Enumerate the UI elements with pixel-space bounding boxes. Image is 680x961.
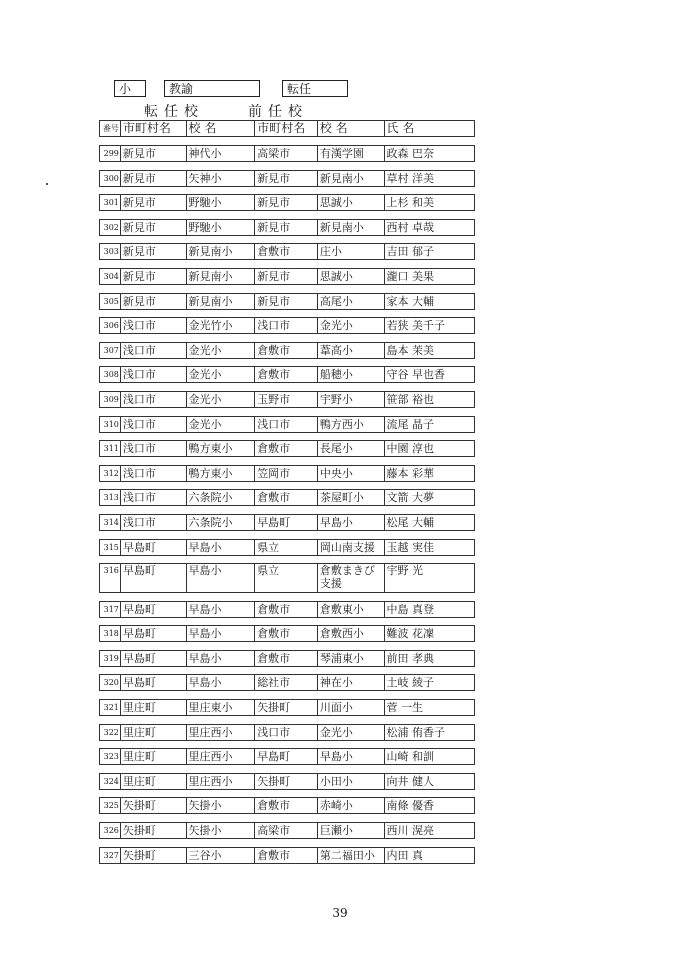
table-row: [99, 601, 475, 618]
table-row: [99, 822, 475, 839]
cell-name: 山崎 和訓: [386, 750, 434, 764]
cell-school2: 早島小: [318, 515, 385, 530]
table-row: [99, 391, 475, 408]
cell-school1: 里庄西小: [187, 749, 256, 764]
cell-city1: 浅口市: [121, 318, 187, 333]
cell-no: 309: [100, 392, 121, 407]
cell-city1: 新見市: [121, 146, 187, 161]
cell-name: 流尾 晶子: [386, 417, 434, 431]
cell-name: 菅 一生: [386, 701, 423, 715]
cell-school2: 巨瀬小: [318, 823, 385, 838]
cell-school1: 神代小: [187, 146, 256, 161]
cell-name: 前田 孝典: [386, 651, 434, 665]
cell-city1: 浅口市: [121, 466, 187, 481]
column-header: 校 名: [318, 121, 385, 136]
cell-school2: 金光小: [318, 318, 385, 333]
cell-school2: 庄小: [318, 244, 385, 259]
cell-city2: 浅口市: [255, 318, 318, 333]
cell-city2: 県立: [255, 540, 318, 555]
cell-name: 文箭 大夢: [386, 491, 434, 505]
cell-no: 303: [100, 244, 121, 259]
cell-city1: 里庄町: [121, 774, 187, 789]
cell-city2: 早島町: [255, 749, 318, 764]
cell-name: 上杉 和美: [386, 196, 434, 210]
cell-city2: 浅口市: [255, 417, 318, 432]
cell-school1: 金光小: [187, 343, 256, 358]
cell-name: 玉越 実佳: [386, 540, 434, 554]
cell-city2: 倉敷市: [255, 798, 318, 813]
cell-school1: 矢神小: [187, 171, 256, 186]
school-level-box: 小: [114, 80, 146, 97]
cell-school1: 鴨方東小: [187, 466, 256, 481]
cell-no: 300: [100, 171, 121, 186]
cell-city1: 浅口市: [121, 441, 187, 456]
cell-city2: 倉敷市: [255, 848, 318, 863]
cell-city1: 新見市: [121, 220, 187, 235]
cell-city2: 高梁市: [255, 146, 318, 161]
cell-city1: 早島町: [121, 540, 187, 555]
transfer-school-heading: 転任校: [144, 104, 204, 120]
cell-name: 向井 健人: [386, 774, 434, 788]
cell-no: 322: [100, 725, 121, 740]
cell-school1: 野馳小: [187, 220, 256, 235]
cell-no: 318: [100, 626, 121, 641]
cell-no: 317: [100, 602, 121, 617]
cell-name: 笹部 裕也: [386, 392, 434, 406]
cell-school1: 早島小: [187, 651, 256, 666]
cell-school2: 小田小: [318, 774, 385, 789]
table-row: [99, 268, 475, 285]
table-row: [99, 440, 475, 457]
cell-city2: 新見市: [255, 220, 318, 235]
cell-no: 302: [100, 220, 121, 235]
cell-no: 326: [100, 823, 121, 838]
cell-no: 312: [100, 466, 121, 481]
cell-school2: 茶屋町小: [318, 490, 385, 505]
cell-school1: 新見南小: [187, 244, 256, 259]
table-row: [99, 317, 475, 334]
cell-school2: 倉敷西小: [318, 626, 385, 641]
cell-city1: 早島町: [121, 675, 187, 690]
cell-school2: 新見南小: [318, 171, 385, 186]
cell-city1: 新見市: [121, 171, 187, 186]
cell-school1: 野馳小: [187, 195, 256, 210]
cell-school1: 金光小: [187, 417, 256, 432]
table-row: [99, 847, 475, 864]
cell-name: 内田 真: [386, 848, 423, 862]
cell-name: 中園 淳也: [386, 442, 434, 456]
cell-city2: 倉敷市: [255, 244, 318, 259]
table-header-row: [99, 120, 475, 137]
cell-school2: 赤崎小: [318, 798, 385, 813]
cell-school2: 思誠小: [318, 195, 385, 210]
cell-school2: 川面小: [318, 700, 385, 715]
table-row: [99, 489, 475, 506]
table-row: [99, 342, 475, 359]
cell-school1: 里庄西小: [187, 774, 256, 789]
previous-school-heading: 前任校: [248, 104, 308, 120]
cell-school2: 金光小: [318, 725, 385, 740]
cell-city2: 新見市: [255, 294, 318, 309]
cell-city1: 矢掛町: [121, 848, 187, 863]
cell-city2: 倉敷市: [255, 651, 318, 666]
cell-city1: 里庄町: [121, 725, 187, 740]
cell-school2: 新見南小: [318, 220, 385, 235]
cell-no: 305: [100, 294, 121, 309]
cell-no: 327: [100, 848, 121, 863]
cell-no: 299: [100, 146, 121, 161]
table-row: [99, 724, 475, 741]
cell-no: 324: [100, 774, 121, 789]
cell-school2: 琴浦東小: [318, 651, 385, 666]
cell-name: 中島 真登: [386, 602, 434, 616]
cell-city1: 浅口市: [121, 392, 187, 407]
cell-no: 310: [100, 417, 121, 432]
cell-school1: 三谷小: [187, 848, 256, 863]
cell-name: 吉田 郁子: [386, 245, 434, 259]
cell-no: 319: [100, 651, 121, 666]
cell-name: 藤本 彩華: [386, 466, 434, 480]
cell-school1: 早島小: [187, 626, 256, 641]
cell-city1: 早島町: [121, 626, 187, 641]
table-row: [99, 416, 475, 433]
cell-name: 草村 洋美: [386, 171, 434, 185]
cell-name: 守谷 早也香: [386, 368, 445, 382]
cell-name: 宇野 光: [386, 564, 423, 578]
position-box: 教諭: [164, 80, 260, 97]
cell-school2: 葦高小: [318, 343, 385, 358]
cell-school1: 早島小: [187, 564, 256, 592]
table-row: [99, 170, 475, 187]
cell-name: 松浦 侑香子: [386, 725, 445, 739]
cell-city2: 倉敷市: [255, 441, 318, 456]
cell-city1: 矢掛町: [121, 823, 187, 838]
column-header: 校 名: [187, 121, 256, 136]
column-header: 市町村名: [121, 121, 187, 136]
table-row: [99, 650, 475, 667]
cell-city1: 浅口市: [121, 343, 187, 358]
cell-no: 320: [100, 675, 121, 690]
cell-no: 323: [100, 749, 121, 764]
cell-city2: 矢掛町: [255, 700, 318, 715]
table-row: [99, 219, 475, 236]
cell-no: 307: [100, 343, 121, 358]
cell-city1: 里庄町: [121, 749, 187, 764]
cell-no: 315: [100, 540, 121, 555]
cell-school2: 長尾小: [318, 441, 385, 456]
cell-city1: 浅口市: [121, 515, 187, 530]
cell-school2: 鴨方西小: [318, 417, 385, 432]
cell-school2: 神在小: [318, 675, 385, 690]
column-header: 市町村名: [255, 121, 318, 136]
cell-name: 南條 優香: [386, 799, 434, 813]
cell-city2: 倉敷市: [255, 367, 318, 382]
table-row: [99, 797, 475, 814]
cell-name: 西川 滉亮: [386, 824, 434, 838]
cell-school1: 矢掛小: [187, 823, 256, 838]
cell-school2: 思誠小: [318, 269, 385, 284]
page-number: 39: [332, 906, 348, 920]
table-row: [99, 699, 475, 716]
cell-name: 土岐 綾子: [386, 676, 434, 690]
cell-city2: 新見市: [255, 195, 318, 210]
cell-city1: 新見市: [121, 195, 187, 210]
cell-school1: 里庄西小: [187, 725, 256, 740]
cell-city2: 新見市: [255, 171, 318, 186]
cell-city2: 浅口市: [255, 725, 318, 740]
cell-no: 325: [100, 798, 121, 813]
cell-city2: 高梁市: [255, 823, 318, 838]
cell-city1: 里庄町: [121, 700, 187, 715]
cell-city2: 新見市: [255, 269, 318, 284]
cell-school1: 早島小: [187, 675, 256, 690]
cell-school2: 中央小: [318, 466, 385, 481]
transfer-table: [99, 120, 475, 871]
cell-no: 311: [100, 441, 121, 456]
cell-city1: 早島町: [121, 651, 187, 666]
cell-city2: 倉敷市: [255, 490, 318, 505]
cell-name: 政森 巴奈: [386, 147, 434, 160]
table-row: [99, 145, 475, 162]
cell-city2: 倉敷市: [255, 343, 318, 358]
cell-city1: 新見市: [121, 244, 187, 259]
table-row: [99, 539, 475, 556]
cell-no: 304: [100, 269, 121, 284]
cell-name: 若狭 美千子: [386, 319, 445, 333]
table-row: [99, 748, 475, 765]
cell-city1: 新見市: [121, 294, 187, 309]
cell-city1: 浅口市: [121, 417, 187, 432]
cell-school1: 六条院小: [187, 515, 256, 530]
table-body: [99, 145, 475, 864]
cell-city1: 浅口市: [121, 490, 187, 505]
cell-city2: 総社市: [255, 675, 318, 690]
table-row: [99, 514, 475, 531]
table-row: [99, 293, 475, 310]
cell-name: 西村 卓哉: [386, 220, 434, 234]
cell-school2: 岡山南支援: [318, 540, 385, 555]
cell-school1: 金光小: [187, 392, 256, 407]
cell-school1: 新見南小: [187, 269, 256, 284]
transfer-type-box: 転任: [282, 80, 348, 97]
cell-school2: 倉敷まきび支援: [318, 564, 385, 592]
table-row: [99, 625, 475, 642]
cell-city2: 倉敷市: [255, 626, 318, 641]
cell-city1: 矢掛町: [121, 798, 187, 813]
table-row: [99, 465, 475, 482]
cell-school2: 宇野小: [318, 392, 385, 407]
cell-city2: 玉野市: [255, 392, 318, 407]
cell-city2: 早島町: [255, 515, 318, 530]
column-header: 番号: [100, 121, 121, 136]
cell-school1: 金光小: [187, 367, 256, 382]
cell-no: 316: [100, 564, 121, 592]
cell-name: 瀧口 美果: [386, 269, 434, 283]
cell-school1: 六条院小: [187, 490, 256, 505]
table-row: [99, 563, 475, 593]
cell-school2: 船穂小: [318, 367, 385, 382]
cell-school1: 里庄東小: [187, 700, 256, 715]
cell-city2: 倉敷市: [255, 602, 318, 617]
table-row: [99, 243, 475, 260]
cell-name: 難波 花凜: [386, 627, 434, 641]
cell-no: 321: [100, 700, 121, 715]
table-row: [99, 366, 475, 383]
cell-no: 306: [100, 318, 121, 333]
cell-school1: 金光竹小: [187, 318, 256, 333]
cell-no: 308: [100, 367, 121, 382]
table-row: [99, 773, 475, 790]
cell-school1: 早島小: [187, 602, 256, 617]
cell-name: 家本 大輔: [386, 294, 434, 308]
cell-school1: 早島小: [187, 540, 256, 555]
cell-city1: 浅口市: [121, 367, 187, 382]
cell-no: 314: [100, 515, 121, 530]
cell-school2: 有漢学園: [318, 146, 385, 161]
cell-school2: 高尾小: [318, 294, 385, 309]
cell-no: 301: [100, 195, 121, 210]
cell-city2: 県立: [255, 564, 318, 592]
cell-name: 島本 茉美: [386, 343, 434, 357]
cell-school2: 倉敷東小: [318, 602, 385, 617]
cell-city1: 新見市: [121, 269, 187, 284]
cell-no: 313: [100, 490, 121, 505]
table-row: [99, 194, 475, 211]
cell-school2: 早島小: [318, 749, 385, 764]
cell-city1: 早島町: [121, 564, 187, 592]
cell-name: 松尾 大輔: [386, 515, 434, 529]
cell-city2: 笠岡市: [255, 466, 318, 481]
cell-school1: 矢掛小: [187, 798, 256, 813]
table-row: [99, 674, 475, 691]
cell-school1: 鴨方東小: [187, 441, 256, 456]
cell-school1: 新見南小: [187, 294, 256, 309]
stray-mark: [46, 183, 48, 185]
cell-city1: 早島町: [121, 602, 187, 617]
cell-school2: 第二福田小: [318, 848, 385, 863]
cell-city2: 矢掛町: [255, 774, 318, 789]
column-header: 氏 名: [386, 121, 415, 135]
